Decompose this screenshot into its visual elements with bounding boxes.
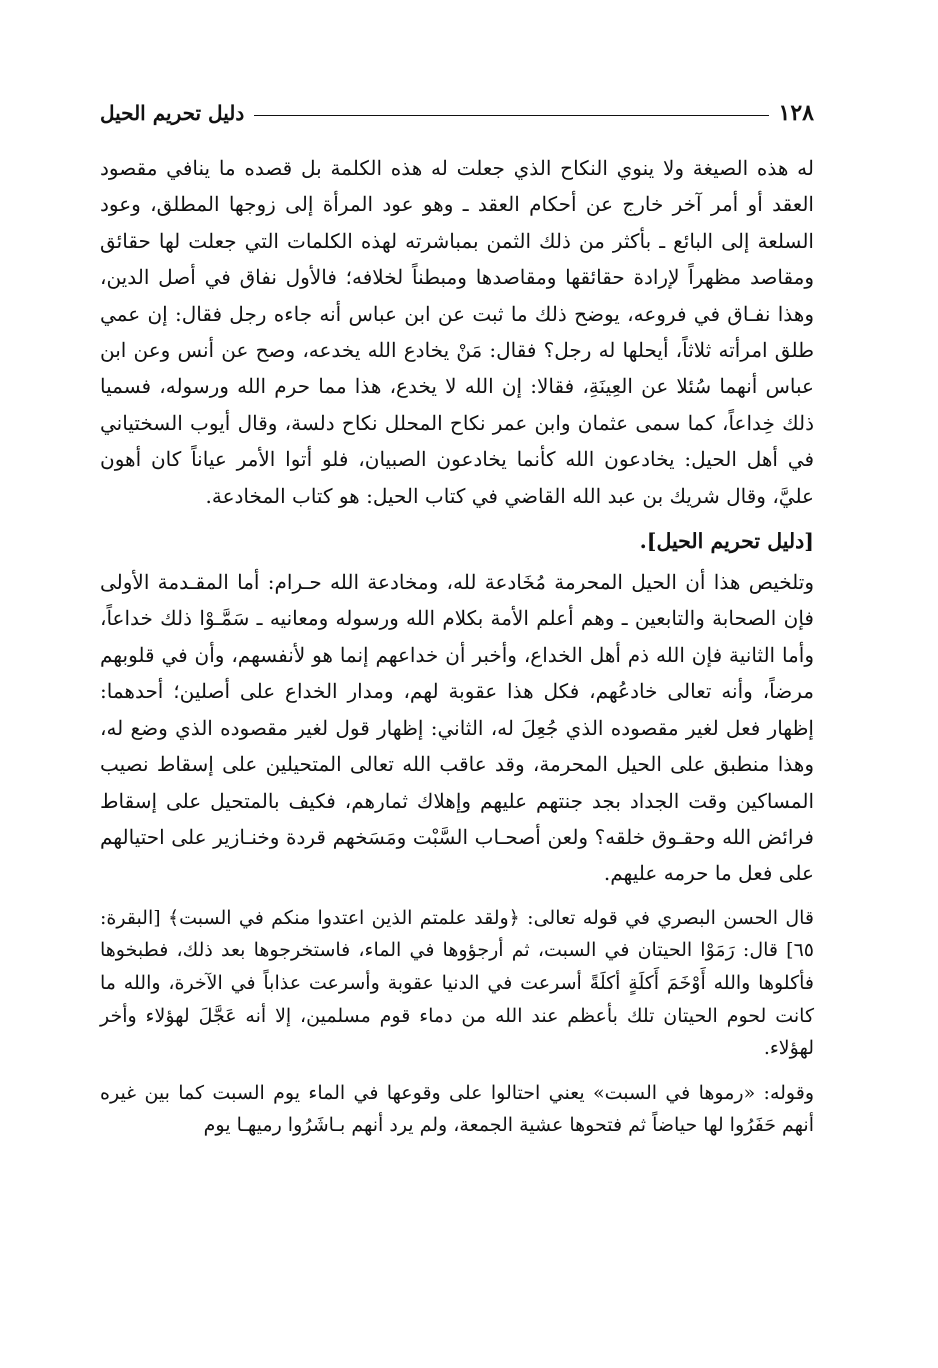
- paragraph-intro: له هذه الصيغة ولا ينوي النكاح الذي جعلت له هذه الكلمة بل قصده ما ينافي مقصود العقد أو أمر آخر خارج عن أحكام العقد ـ وهو عود المرأة إلى زوجها المطلق، وعود السلعة إلى البائع ـ بأكثر من ذلك الثمن بمباشرته لهذه الكلمات التي جعلت لها حقائق ومقاصد مظهراً لإرادة حقائقها ومقاصدها ومبطناً لخلافه؛ فالأول نفاق في أصل الدين، وهذا نفـاق في فروعه، يوضح ذلك ما ثبت عن ابن عباس أنه جاءه رجل فقال: إن عمي طلق امرأته ثلاثاً، أيحلها له رجل؟ فقال: مَنْ يخادع الله يخدعه، وصح عن أنس وعن ابن عباس أنهما سُئلا عن العِينَةِ، فقالا: إن الله لا يخدع، هذا مما حرم الله ورسوله، فسميا ذلك خِداعاً، كما سمى عثمان وابن عمر نكاح المحلل نكاح دلسة، وقال أيوب السختياني في أهل الحيل: يخادعون الله كأنما يخادعون الصبيان، فلو أتوا الأمر عياناً كان أهون عليَّ، وقال شريك بن عبد الله القاضي في كتاب الحيل: هو كتاب المخادعة.: [100, 156, 815, 508]
- section-heading: [دليل تحريم الحيل].: [639, 529, 814, 554]
- paragraph-hasan-basri: قال الحسن البصري في قوله تعالى: ﴿ولقد علمتم الذين اعتدوا منكم في السبت﴾ [البقرة: ٦٥] قال: رَمَوْا الحيتان في السبت، ثم أرجؤوها في الماء، فاستخرجوها بعد ذلك، فطبخوها فأكلوها والله أَوْخَمَ أَكلَةٍ أكلَةً أسرعت في الدنيا عقوبة وأسرعت عذاباً في الآخرة، والله ما كانت لحوم الحيتان تلك بأعظم عند الله من دماء قوم مسلمين، إلا أنه عَجَّلَ لهؤلاء وأخر لهؤلاء.: [100, 906, 814, 1060]
- paragraph-sabbath-explanation: وقوله: «رموها في السبت» يعني احتالوا على وقوعها في الماء يوم السبت كما بين غيره أنهم حَفَرُوا لها حياضاً ثم فتحوها عشية الجمعة، ولم يرد أنهم بـاشَرُوا رميهـا يوم: [100, 1081, 814, 1136]
- book-page: [100, 96, 814, 1141]
- running-header: [100, 96, 814, 130]
- running-title: دليل تحريم الحيل: [100, 101, 245, 125]
- page-number: ١٢٨: [778, 100, 814, 126]
- header-rule: [254, 115, 768, 116]
- paragraph-summary: وتلخيص هذا أن الحيل المحرمة مُخَادعة لله، ومخادعة الله حـرام: أما المقـدمة الأولى فإن الصحابة والتابعين ـ وهم أعلم الأمة بكلام الله ورسوله ومعانيه ـ سَمَّـوْا ذلك خداعاً، وأما الثانية فإن الله ذم أهل الخداع، وأخبر أن خداعهم إنما هو لأنفسهم، وأن في قلوبهم مرضاً، وأنه تعالى خادعُهم، فكل هذا عقوبة لهم، ومدار الخداع على أصلين؛ أحدهما: إظهار فعل لغير مقصوده الذي جُعِلَ له، الثاني: إظهار قول لغير مقصوده الذي وضع له، وهذا منطبق على الحيل المحرمة، وقد عاقب الله تعالى المتحيلين على إسقاط نصيب المساكين وقت الجداد بجد جنتهم عليهم وإهلاك ثمارهم، فكيف بالمتحيل على إسقاط فرائض الله وحقـوق خلقه؟ ولعن أصحـاب السَّبْت ومَسَخهم قردة وخنـازير على احتيالهم على فعل ما حرمه عليهم.: [100, 570, 815, 886]
